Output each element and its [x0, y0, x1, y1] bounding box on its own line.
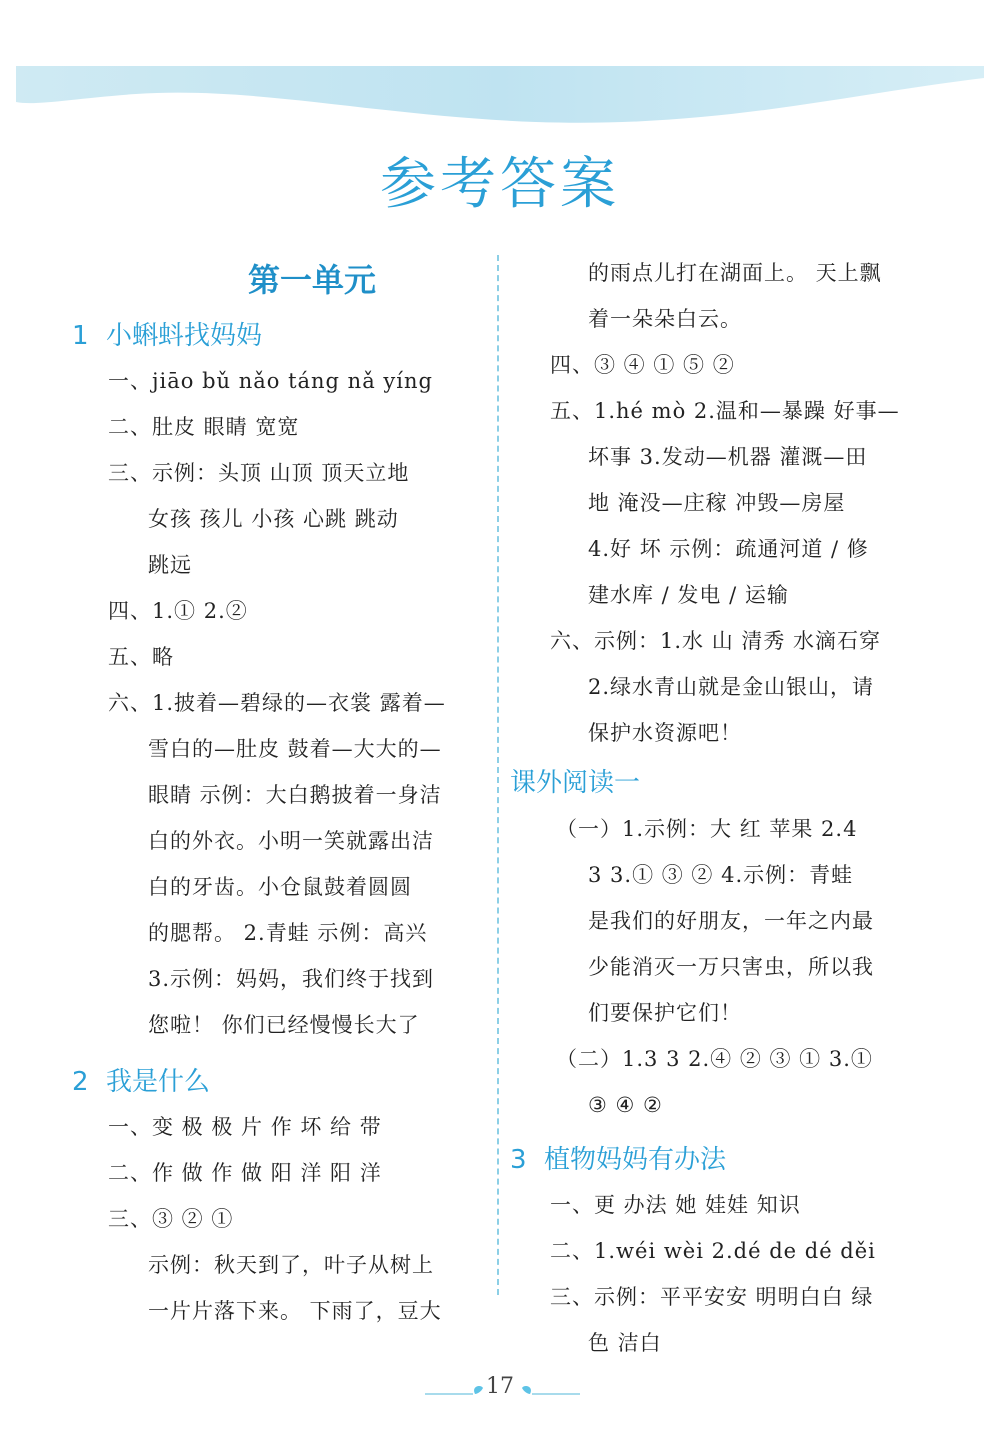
answer-line: 二、肚皮 眼睛 宽宽 — [108, 415, 300, 439]
answer-line: （一）1.示例：大 红 苹果 2.4 — [556, 817, 858, 841]
answer-line: 着一朵朵白云。 — [588, 307, 742, 331]
lesson-1-title — [72, 314, 492, 358]
answer-line: 五、略 — [108, 645, 174, 669]
lesson-2-answers — [72, 1104, 492, 1334]
answer-line: 六、1.披着—碧绿的—衣裳 露着— — [108, 691, 446, 715]
lesson-number: 2 — [72, 1067, 89, 1097]
answer-line: 四、③ ④ ① ⑤ ② — [550, 353, 735, 377]
right-leaf-icon — [520, 1384, 580, 1398]
answer-line: 跳远 — [148, 553, 192, 577]
answer-line: 建水库 / 发电 / 运输 — [588, 583, 789, 607]
answer-line: 二、1.wéi wèi 2.dé de dé děi — [550, 1239, 876, 1263]
answer-line: 雪白的—肚皮 鼓着—大大的— — [148, 737, 442, 761]
reading-answers — [510, 806, 940, 1128]
answer-line: 二、作 做 作 做 阳 洋 阳 洋 — [108, 1161, 382, 1185]
right-column — [510, 250, 940, 1366]
answer-line: 3 3.① ③ ② 4.示例：青蛙 — [588, 863, 854, 887]
answer-line: 2.绿水青山就是金山银山，请 — [588, 675, 875, 699]
page-number: 17 — [486, 1374, 514, 1399]
answer-line: 示例：秋天到了，叶子从树上 — [148, 1253, 434, 1277]
answer-line: 白的牙齿。小仓鼠鼓着圆圆 — [148, 875, 412, 899]
answer-line: ③ ④ ② — [588, 1093, 663, 1117]
unit-title: 第一单元 — [247, 261, 376, 299]
answer-line: 六、示例：1.水 山 清秀 水滴石穿 — [550, 629, 882, 653]
answer-line: 保护水资源吧！ — [588, 721, 742, 745]
answer-line: 4.好 坏 示例：疏通河道 / 修 — [588, 537, 869, 561]
answer-line: 3.示例：妈妈，我们终于找到 — [148, 967, 435, 991]
lesson-2-title — [72, 1060, 492, 1104]
answer-line: 是我们的好朋友，一年之内最 — [588, 909, 874, 933]
reading-section-title: 课外阅读一 — [510, 768, 641, 798]
lesson-3-title — [510, 1138, 940, 1182]
header-wave-banner — [16, 66, 984, 146]
answer-line: 眼睛 示例：大白鹅披着一身洁 — [148, 783, 442, 807]
answer-line: 色 洁白 — [588, 1331, 662, 1355]
lesson-3-answers — [510, 1182, 940, 1366]
answer-line: 四、1.① 2.② — [108, 599, 248, 623]
answer-line: 女孩 孩儿 小孩 心跳 跳动 — [148, 507, 399, 531]
answer-line: 一片片落下来。 下雨了，豆大 — [148, 1299, 442, 1323]
answer-line: 一、jiāo bǔ nǎo táng nǎ yíng — [108, 369, 433, 393]
lesson-name: 我是什么 — [106, 1067, 211, 1097]
answer-line: 三、示例：平平安安 明明白白 绿 — [550, 1285, 874, 1309]
lesson-2-continued — [510, 250, 940, 756]
answer-line: 您啦！ 你们已经慢慢长大了 — [148, 1013, 420, 1037]
page-title: 参考答案 — [380, 152, 620, 217]
answer-line: 们要保护它们！ — [588, 1001, 742, 1025]
answer-line: 少能消灭一万只害虫，所以我 — [588, 955, 874, 979]
column-divider — [497, 255, 499, 1295]
lesson-1-answers — [72, 358, 492, 1048]
answer-line: 的腮帮。 2.青蛙 示例：高兴 — [148, 921, 428, 945]
answer-line: （二）1.3 3 2.④ ② ③ ① 3.① — [556, 1047, 873, 1071]
answer-line: 地 淹没—庄稼 冲毁—房屋 — [588, 491, 846, 515]
answer-line: 一、更 办法 她 娃娃 知识 — [550, 1193, 801, 1217]
lesson-name: 植物妈妈有办法 — [544, 1145, 727, 1175]
answer-line: 一、变 极 极 片 作 坏 给 带 — [108, 1115, 382, 1139]
answer-line: 五、1.hé mò 2.温和—暴躁 好事— — [550, 399, 900, 423]
answer-line: 坏事 3.发动—机器 灌溉—田 — [588, 445, 868, 469]
lesson-name: 小蝌蚪找妈妈 — [106, 321, 263, 351]
left-column — [72, 252, 492, 1334]
answer-line: 三、示例：头顶 山顶 顶天立地 — [108, 461, 410, 485]
answer-line: 白的外衣。小明一笑就露出洁 — [148, 829, 434, 853]
lesson-number: 3 — [510, 1145, 527, 1175]
answer-line: 三、③ ② ① — [108, 1207, 234, 1231]
lesson-number: 1 — [72, 321, 89, 351]
answer-line: 的雨点儿打在湖面上。 天上飘 — [588, 261, 882, 285]
